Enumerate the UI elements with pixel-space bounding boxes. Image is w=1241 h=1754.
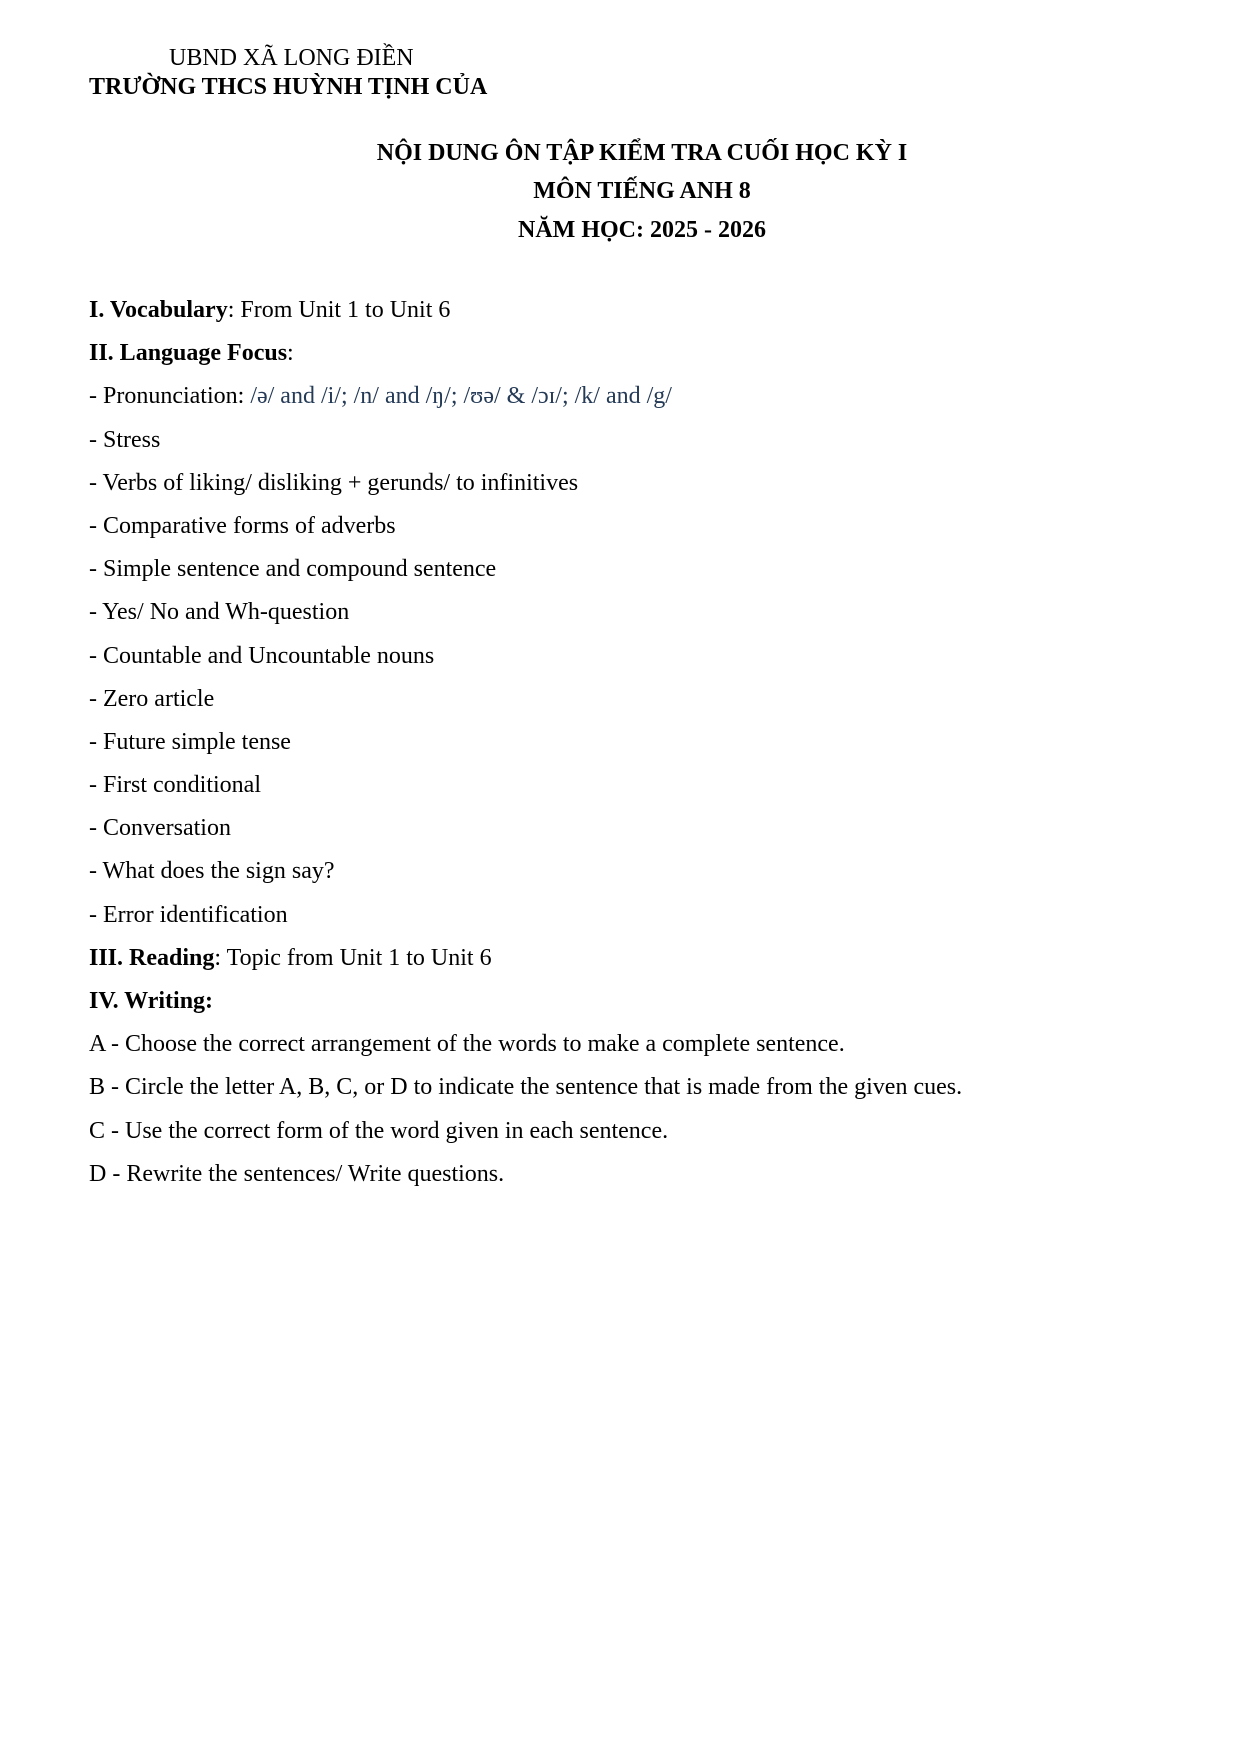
section-text: : — [287, 340, 294, 367]
school-name: TRƯỜNG THCS HUỲNH TỊNH CỦA — [89, 74, 488, 100]
section-heading: I. Vocabulary — [89, 297, 228, 323]
list-item: - Verbs of liking/ disliking + gerunds/ to infinitives — [89, 469, 579, 496]
list-item: - First conditional — [89, 772, 261, 799]
section-vocabulary — [89, 295, 1169, 338]
writing-item: A - Choose the correct arrangement of the words to make a complete sentence. — [89, 1031, 845, 1058]
content-body — [89, 295, 1169, 1202]
list-item-pronunciation — [89, 381, 1169, 424]
list-item: - Countable and Uncountable nouns — [89, 642, 435, 669]
header-block — [89, 44, 609, 102]
list-item: - Future simple tense — [89, 728, 291, 755]
list-item: - Yes/ No and Wh-question — [89, 599, 350, 626]
section-text: : Topic from Unit 1 to Unit 6 — [214, 944, 492, 971]
title-line-3: NĂM HỌC: 2025 - 2026 — [518, 217, 766, 243]
list-item: - Stress — [89, 426, 161, 453]
writing-item: C - Use the correct form of the word given in each sentence. — [89, 1117, 669, 1144]
title-line-2: MÔN TIẾNG ANH 8 — [533, 178, 751, 204]
writing-item: B - Circle the letter A, B, C, or D to indicate the sentence that is made from the given cues. — [89, 1074, 963, 1101]
list-item: - What does the sign say? — [89, 858, 335, 885]
title-line-1: NỘI DUNG ÔN TẬP KIỂM TRA CUỐI HỌC KỲ I — [376, 140, 908, 166]
section-writing — [89, 986, 1169, 1029]
pronunciation-sounds: /ə/ and /i/; /n/ and /ŋ/; /ʊə/ & /ɔɪ/; /k/ and /g/ — [250, 383, 672, 410]
list-item: - Error identification — [89, 901, 288, 928]
section-heading: II. Language Focus — [89, 340, 288, 367]
list-item: - Conversation — [89, 815, 231, 842]
list-item: - Comparative forms of adverbs — [89, 512, 396, 539]
section-heading: IV. Writing: — [89, 988, 214, 1014]
authority-name: UBND XÃ LONG ĐIỀN — [169, 45, 414, 71]
pronunciation-label: - Pronunciation: — [89, 383, 251, 410]
list-item: - Zero article — [89, 685, 215, 712]
section-language-focus — [89, 338, 1169, 381]
writing-item: D - Rewrite the sentences/ Write questions. — [89, 1160, 505, 1187]
section-heading: III. Reading — [89, 944, 215, 971]
section-text: : From Unit 1 to Unit 6 — [227, 297, 451, 323]
list-item: - Simple sentence and compound sentence — [89, 556, 497, 583]
section-reading — [89, 943, 1169, 986]
